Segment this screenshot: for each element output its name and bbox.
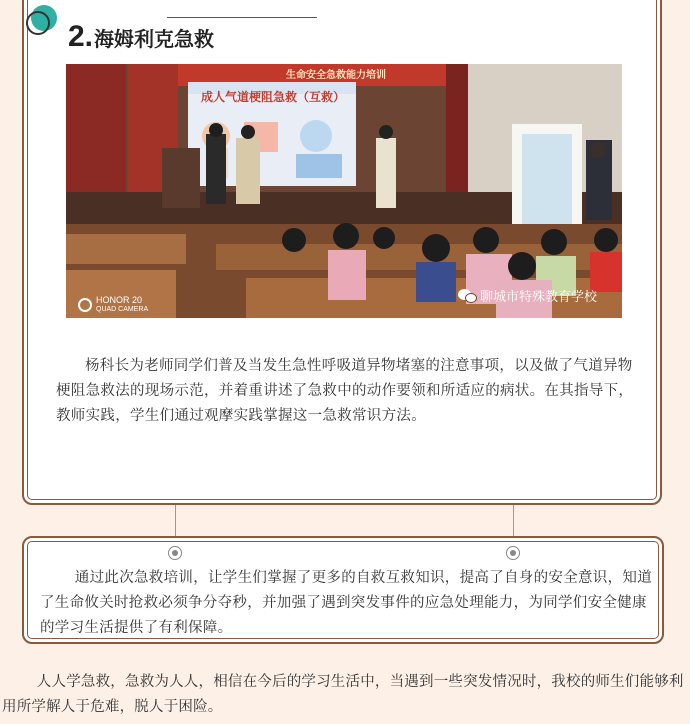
circle-decoration-icon	[26, 5, 56, 35]
connector-dot-left-icon	[168, 546, 182, 560]
camera-sub: QUAD CAMERA	[96, 306, 149, 313]
training-photo	[66, 64, 622, 318]
source-watermark	[458, 286, 597, 305]
screen-title: 成人气道梗阻急救（互救）	[200, 90, 345, 104]
decorative-divider	[167, 17, 317, 18]
wechat-icon	[458, 288, 478, 304]
camera-brand: HONOR 20	[96, 295, 143, 305]
section-title: 海姆利克急救	[94, 27, 215, 51]
watermark-text: 聊城市特殊教育学校	[480, 290, 598, 305]
section-number: 2.	[68, 20, 94, 53]
connector-dot-right-icon	[506, 546, 520, 560]
section-heading	[68, 20, 214, 60]
camera-logo	[78, 296, 148, 314]
summary-paragraph: 通过此次急救培训，让学生们掌握了更多的自救互救知识，提高了自身的安全意识，知道了生命攸关时抢救必须争分夺秒，并加强了遇到突发事件的应急处理能力，为同学们安全健康的学习生活提供了有利保障。	[40, 570, 652, 636]
body-paragraph-1: 杨科长为老师同学们普及当发生急性呼吸道异物堵塞的注意事项，以及做了气道异物梗阻急救法的现场示范，并着重讲述了急救中的动作要领和所适应的病状。在其指导下，教师实践，学生们通过观摩实践掌握这一急救常识方法。	[56, 358, 634, 424]
camera-aperture-icon	[78, 298, 92, 312]
closing-paragraph: 人人学急救，急救为人人，相信在今后的学习生活中，当遇到一些突发情况时，我校的师生们能够利用所学解人于危难，脱人于困险。	[2, 674, 684, 715]
banner-text: 生命安全急救能力培训	[286, 70, 386, 81]
ring-circle-icon	[26, 11, 50, 35]
